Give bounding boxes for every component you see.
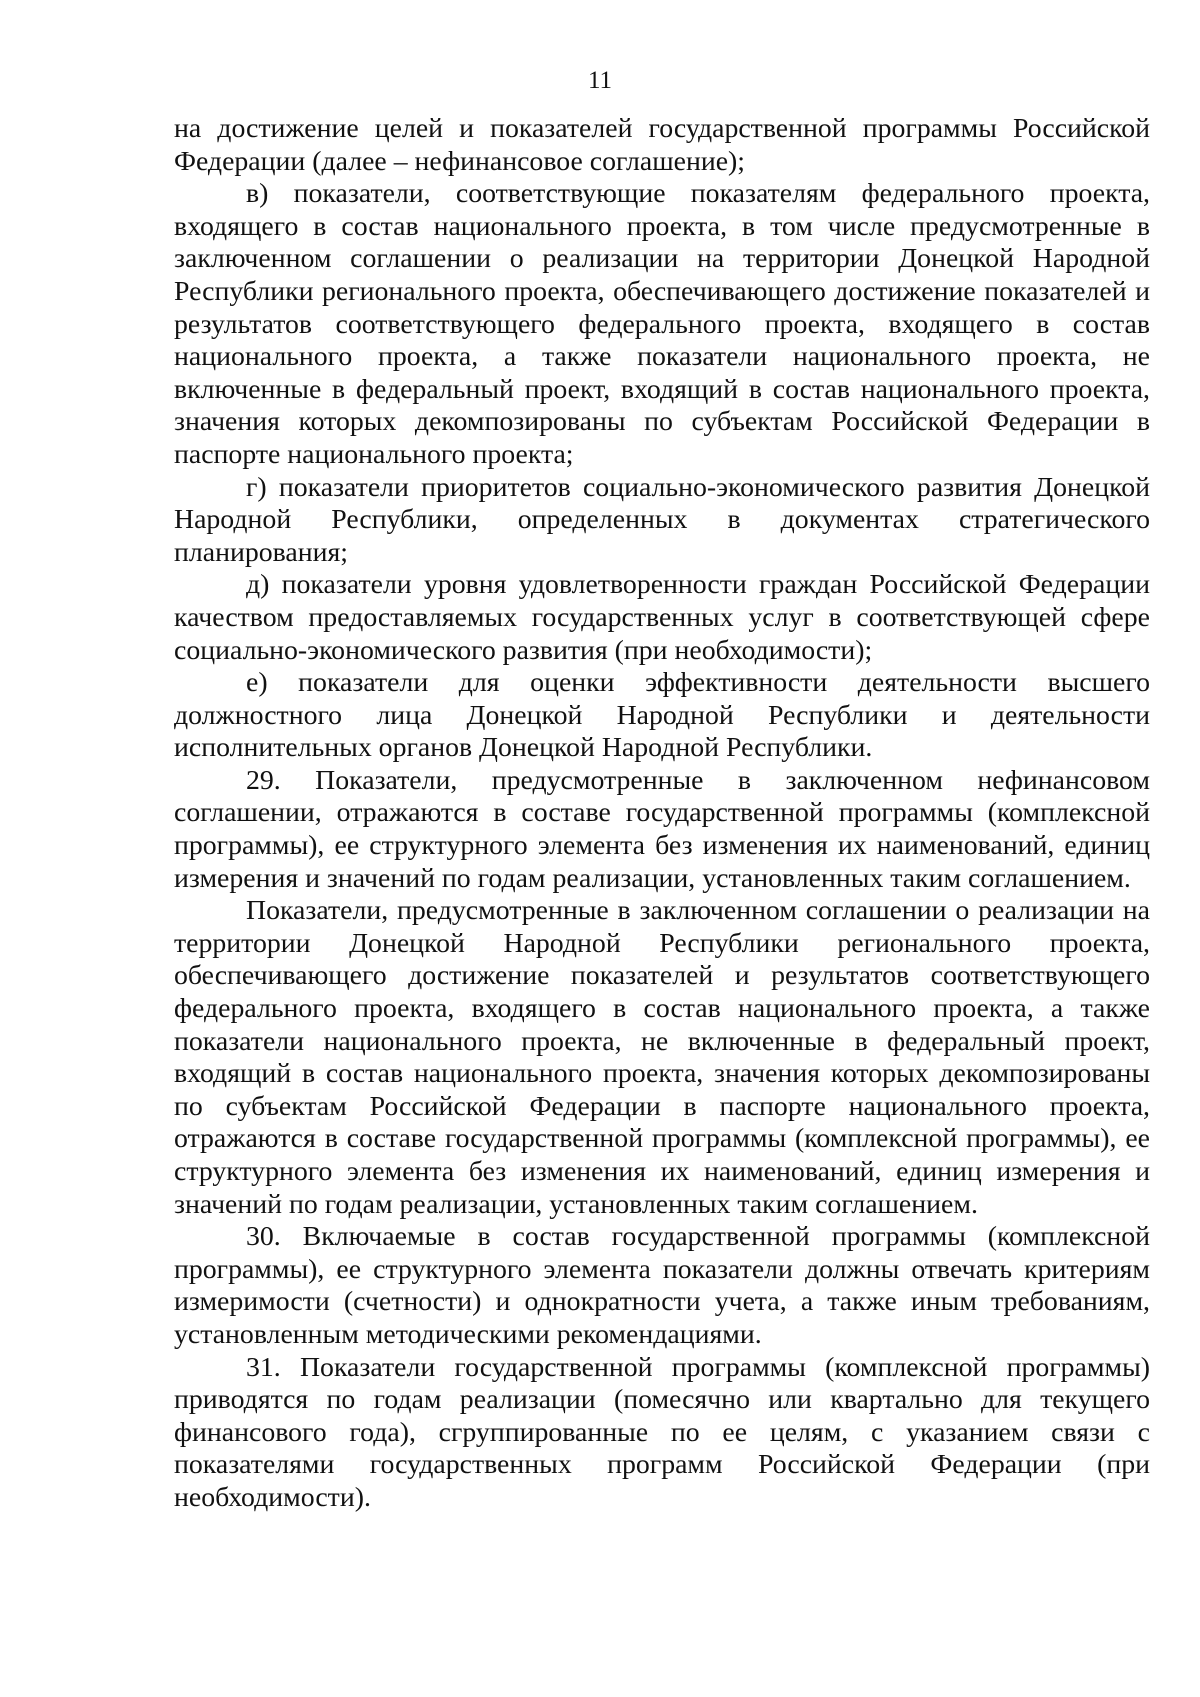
paragraph-item-e: е) показатели для оценки эффективности деятельности высшего должностного лица Донецкой Народной Республики и деятельности исполнительных органов Донецкой Народной Республики. [174, 667, 1150, 764]
paragraph-continuation: на достижение целей и показателей государственной программы Российской Федерации (далее – нефинансовое соглашение); [174, 113, 1150, 177]
document-body [174, 113, 1150, 1515]
paragraph-item-g: г) показатели приоритетов социально-экономического развития Донецкой Народной Республики, определенных в документах стратегического планирования; [174, 471, 1150, 568]
paragraph-29: 29. Показатели, предусмотренные в заключенном нефинансовом соглашении, отражаются в составе государственной программы (комплексной программы), ее структурного элемента без изменения их наименований, единиц измерения и значений по годам реализации, установленных таким соглашением. [174, 764, 1150, 894]
page-number: 11 [587, 67, 613, 94]
paragraph-31: 31. Показатели государственной программы (комплексной программы) приводятся по годам реализации (помесячно или квартально для текущего финансового года), сгруппированные по ее целям, с указанием связи с показателями государственных программ Российской Федерации (при необходимости). [174, 1351, 1150, 1513]
paragraph-29-second: Показатели, предусмотренные в заключенном соглашении о реализации на территории Донецкой Народной Республики регионального проекта, обеспечивающего достижение показателей и результатов соответствующего федерального проекта, входящего в состав национального проекта, а также показатели национального проекта, не включенные в федеральный проект, входящий в состав национального проекта, значения которых декомпозированы по субъектам Российской Федерации в паспорте национального проекта, отражаются в составе государственной программы (комплексной программы), ее структурного элемента без изменения их наименований, единиц измерения и значений по годам реализации, установленных таким соглашением. [174, 895, 1150, 1220]
paragraph-item-d: д) показатели уровня удовлетворенности граждан Российской Федерации качеством предоставляемых государственных услуг в соответствующей сфере социально-экономического развития (при необходимости); [174, 569, 1150, 666]
paragraph-30: 30. Включаемые в состав государственной программы (комплексной программы), ее структурного элемента показатели должны отвечать критериям измеримости (счетности) и однократности учета, а также иным требованиям, установленным методическими рекомендациями. [174, 1221, 1150, 1350]
paragraph-item-v: в) показатели, соответствующие показателям федерального проекта, входящего в состав национального проекта, в том числе предусмотренные в заключенном соглашении о реализации на территории Донецкой Народной Республики регионального проекта, обеспечивающего достижение показателей и результатов соответствующего федерального проекта, входящего в состав национального проекта, а также показатели национального проекта, не включенные в федеральный проект, входящий в состав национального проекта, значения которых декомпозированы по субъектам Российской Федерации в паспорте национального проекта; [174, 178, 1150, 470]
